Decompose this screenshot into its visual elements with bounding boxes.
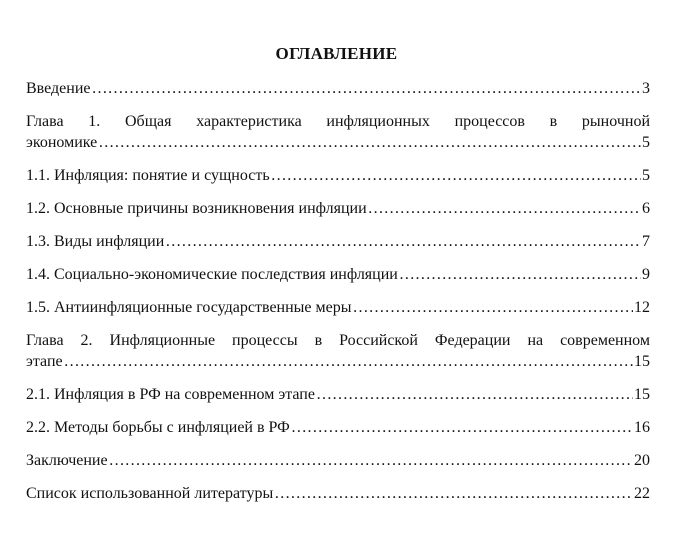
toc-page: 7 xyxy=(642,233,650,250)
toc-page: 6 xyxy=(642,200,650,217)
toc-entry-conclusion[interactable] xyxy=(26,450,650,471)
toc-entry-introduction[interactable] xyxy=(26,78,650,99)
toc-entry-chapter-2[interactable] xyxy=(26,330,650,372)
toc-label: 1.3. Виды инфляции xyxy=(26,233,165,250)
toc-label-line1: Глава 2. Инфляционные процессы в Российской Федерации на современном xyxy=(26,332,650,349)
toc-entry-1-1[interactable] xyxy=(26,165,650,186)
toc-label: 1.2. Основные причины возникновения инфляции xyxy=(26,200,367,217)
toc-leader xyxy=(165,231,641,252)
toc-label: 2.1. Инфляция в РФ на современном этапе xyxy=(26,386,315,403)
toc-label: экономике xyxy=(26,134,98,151)
toc-label: 1.5. Антиинфляционные государственные меры xyxy=(26,299,352,316)
toc-page: 3 xyxy=(642,80,650,97)
toc-label: 1.4. Социально-экономические последствия инфляции xyxy=(26,266,398,283)
toc-entry-1-2[interactable] xyxy=(26,198,650,219)
toc-leader xyxy=(98,132,641,153)
toc-page: 22 xyxy=(634,485,650,502)
toc-entry-1-5[interactable] xyxy=(26,297,650,318)
toc-entry-2-2[interactable] xyxy=(26,417,650,438)
toc-entry-1-3[interactable] xyxy=(26,231,650,252)
toc-label-line1: Глава 1. Общая характеристика инфляционных процессов в рыночной xyxy=(26,113,650,130)
toc-page: 12 xyxy=(634,299,650,316)
toc-leader xyxy=(271,165,641,186)
toc-page: 5 xyxy=(642,134,650,151)
toc-entry-bibliography[interactable] xyxy=(26,483,650,504)
toc-leader xyxy=(274,483,633,504)
toc-leader xyxy=(64,351,633,372)
toc-entry-chapter-1[interactable] xyxy=(26,111,650,153)
toc-leader xyxy=(353,297,633,318)
toc-leader xyxy=(291,417,633,438)
toc-label: Заключение xyxy=(26,452,108,469)
toc-label: 2.2. Методы борьбы с инфляцией в РФ xyxy=(26,419,290,436)
toc-entry-1-4[interactable] xyxy=(26,264,650,285)
toc-label: Список использованной литературы xyxy=(26,485,274,502)
toc-page: 15 xyxy=(634,386,650,403)
toc-leader xyxy=(109,450,633,471)
toc-page: 16 xyxy=(634,419,650,436)
toc-page: 15 xyxy=(634,353,650,370)
toc-leader xyxy=(92,78,642,99)
page-title: ОГЛАВЛЕНИЕ xyxy=(275,44,398,63)
toc-leader xyxy=(399,264,641,285)
toc-leader xyxy=(316,384,633,405)
toc-page: 9 xyxy=(642,266,650,283)
toc-leader xyxy=(368,198,641,219)
toc-label: 1.1. Инфляция: понятие и сущность xyxy=(26,167,270,184)
toc-entry-2-1[interactable] xyxy=(26,384,650,405)
toc-label: этапе xyxy=(26,353,63,370)
toc-page: 20 xyxy=(634,452,650,469)
toc-label: Введение xyxy=(26,80,91,97)
toc-page: 5 xyxy=(642,167,650,184)
table-of-contents xyxy=(26,78,650,516)
